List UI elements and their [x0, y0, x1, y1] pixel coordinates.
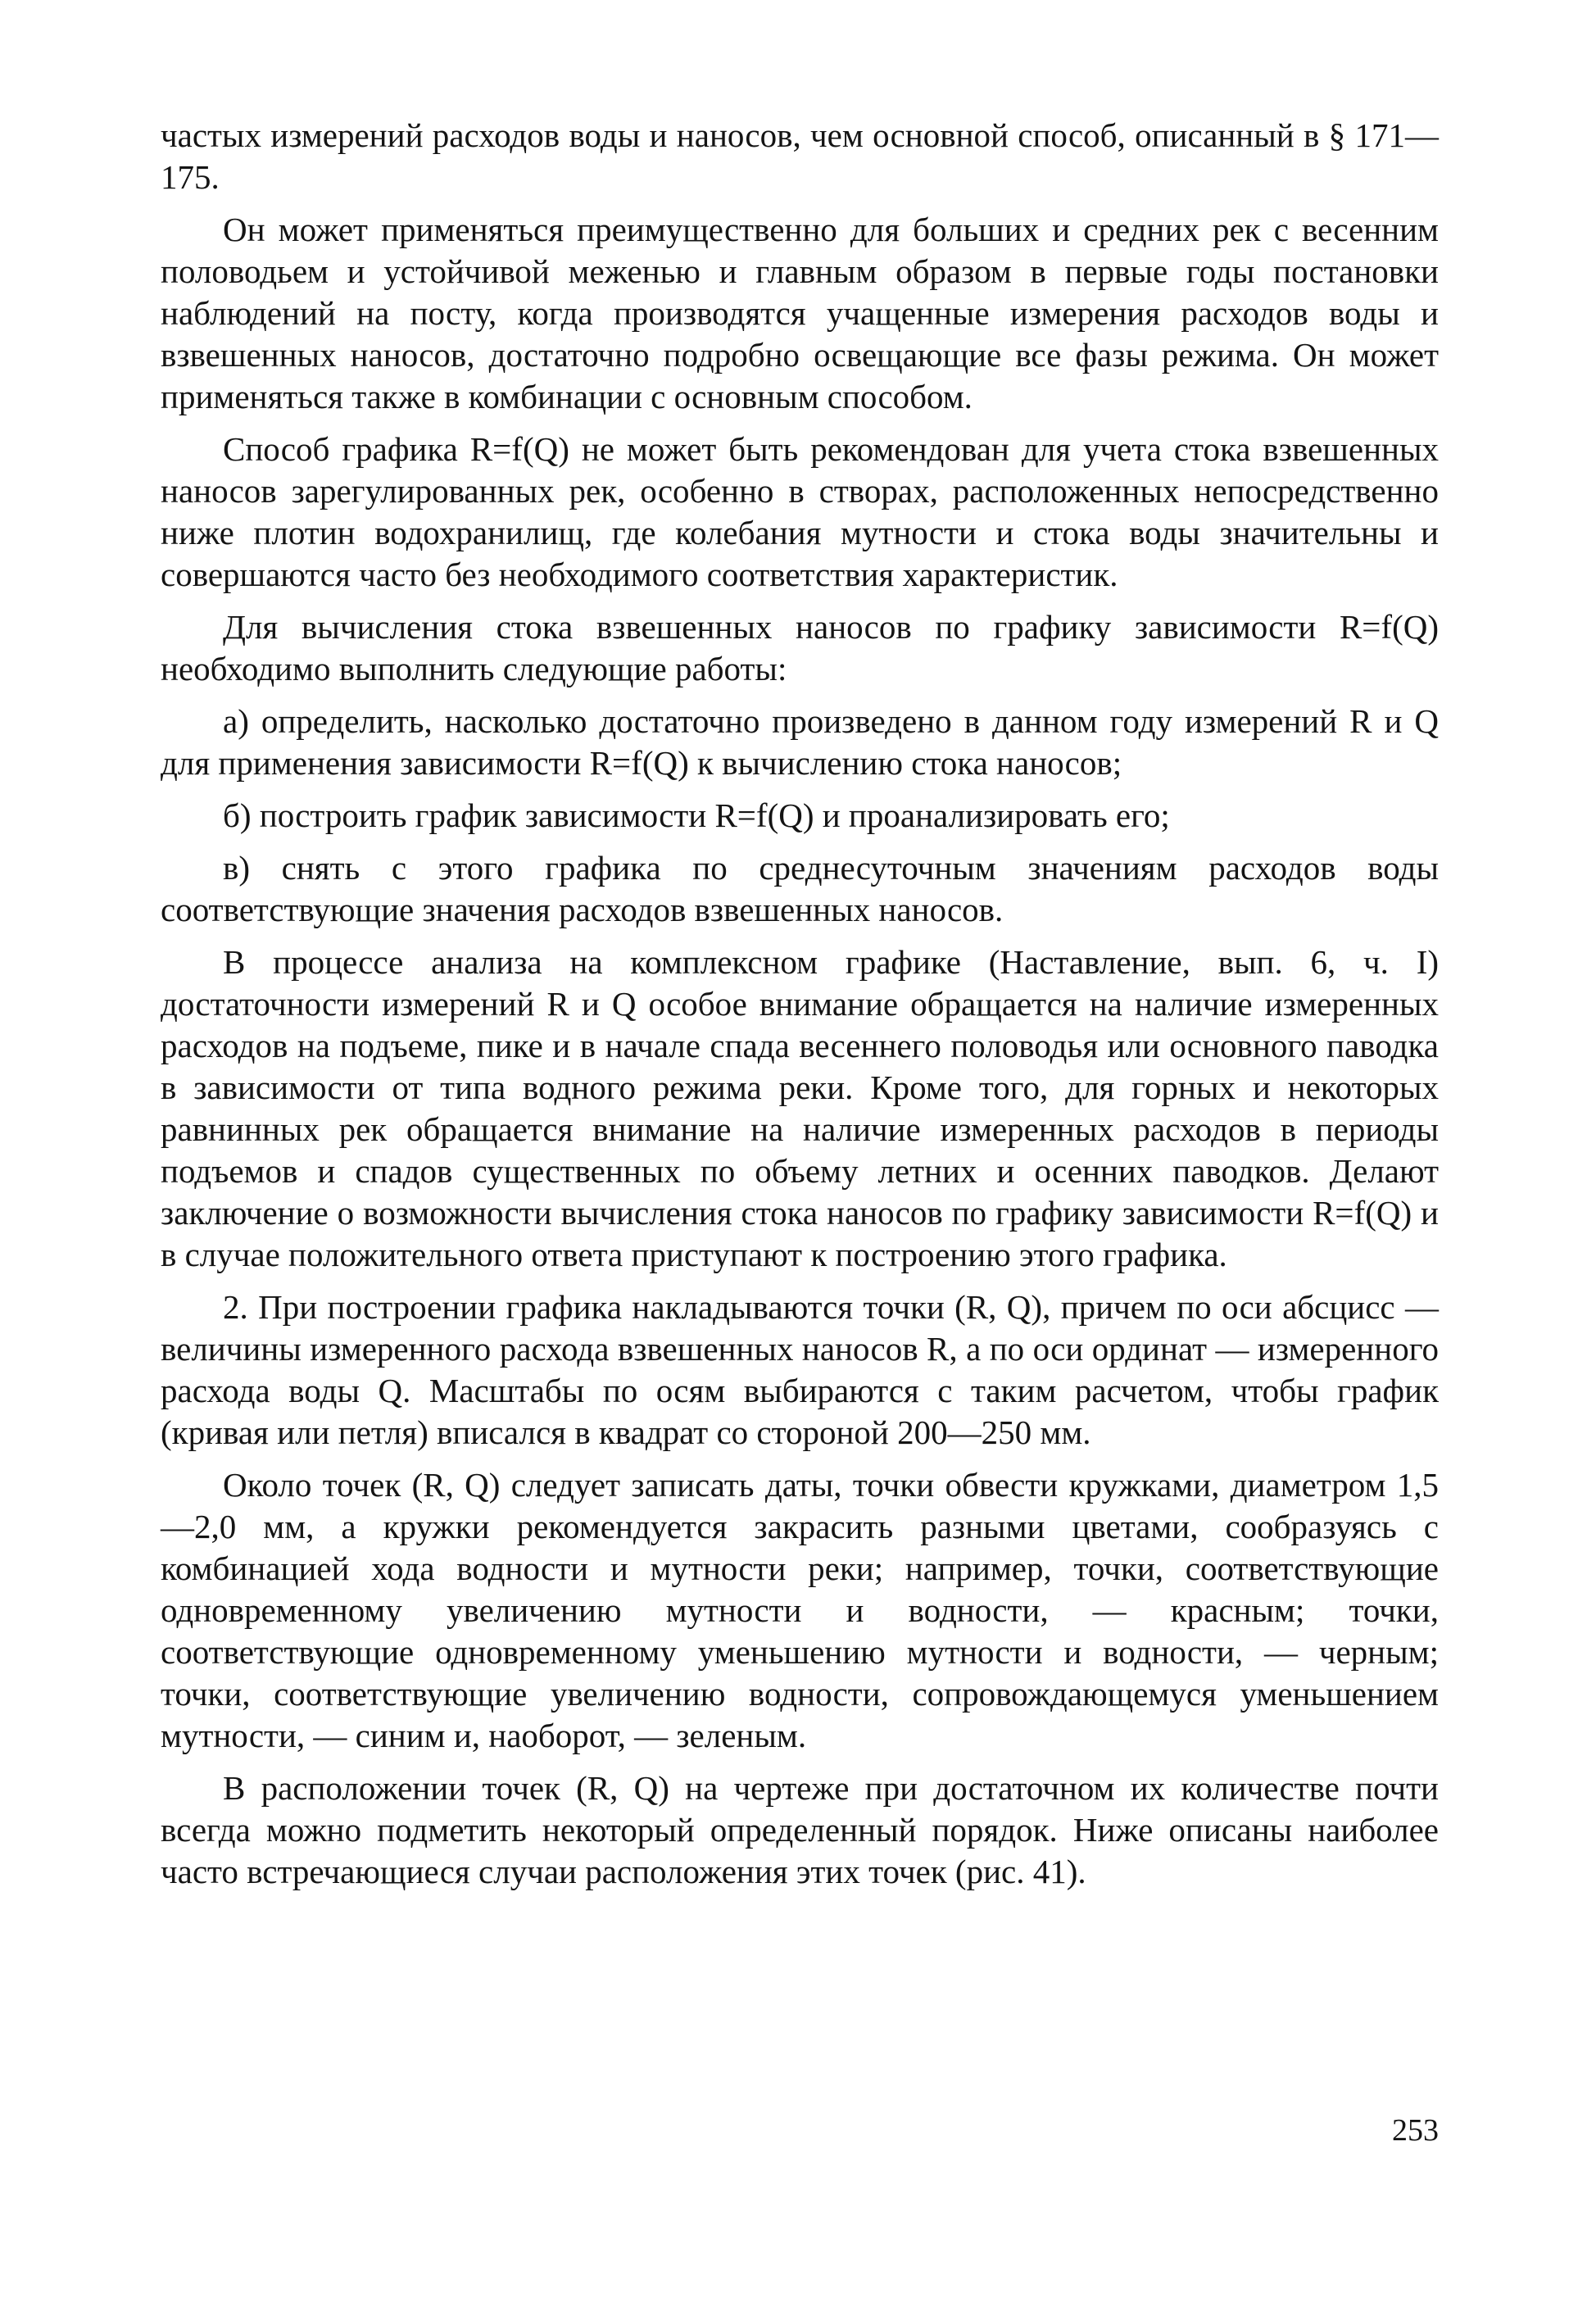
list-item-a: а) определить, насколько достаточно произведено в данном году измерений R и Q для применения зависимости R=f(Q) к вычислению стока наносов; [161, 702, 1439, 782]
page-number: 253 [1392, 2113, 1439, 2148]
paragraph: Около точек (R, Q) следует записать даты, точки обвести кружками, диаметром 1,5—2,0 мм, а кружки рекомендуется закрасить разными цветами, сообразуясь с комбинацией хода водности и мутности реки; например, точки, соответствующие одновременному увеличению мутности и водности, — красным; точки, соответствующие одновременному уменьшению мутности и водности, — черным; точки, соответствующие увеличению водности, сопровождающемуся уменьшением мутности, — синим и, наоборот, — зеленым. [161, 1466, 1439, 1754]
paragraph: Способ графика R=f(Q) не может быть рекомендован для учета стока взвешенных наносов зарегулированных рек, особенно в створах, расположенных непосредственно ниже плотин водохранилищ, где колебания мутности и стока воды значительны и совершаются часто без необходимого соответствия характеристик. [161, 430, 1439, 593]
paragraph: 2. При построении графика накладываются точки (R, Q), причем по оси абсцисс — величины измеренного расхода взвешенных наносов R, а по оси ординат — измеренного расхода воды Q. Масштабы по осям выбираются с таким расчетом, чтобы график (кривая или петля) вписался в квадрат со стороной 200—250 мм. [161, 1288, 1439, 1451]
paragraph: В расположении точек (R, Q) на чертеже при достаточном их количестве почти всегда можно подметить некоторый определенный порядок. Ниже описаны наиболее часто встречающиеся случаи расположения этих точек (рис. 41). [161, 1769, 1439, 1890]
paragraph-continuation: частых измерений расходов воды и наносов, чем основной способ, описанный в § 171—175. [161, 116, 1439, 196]
list-item-c: в) снять с этого графика по среднесуточным значениям расходов воды соответствующие значения расходов взвешенных наносов. [161, 849, 1439, 928]
paragraph: В процессе анализа на комплексном графике (Наставление, вып. 6, ч. I) достаточности измерений R и Q особое внимание обращается на наличие измеренных расходов на подъеме, пике и в начале спада весеннего половодья или основного паводка в зависимости от типа водного режима реки. Кроме того, для горных и некоторых равнинных рек обращается внимание на наличие измеренных расходов в периоды подъемов и спадов существенных по объему летних и осенних паводков. Делают заключение о возможности вычисления стока наносов по графику зависимости R=f(Q) и в случае положительного ответа приступают к построению этого графика. [161, 943, 1439, 1273]
list-item-b: б) построить график зависимости R=f(Q) и проанализировать его; [223, 796, 1170, 834]
book-page [161, 115, 1439, 2278]
paragraph: Для вычисления стока взвешенных наносов по графику зависимости R=f(Q) необходимо выполнить следующие работы: [161, 608, 1439, 687]
paragraph: Он может применяться преимущественно для больших и средних рек с весенним половодьем и устойчивой меженью и главным образом в первые годы постановки наблюдений на посту, когда производятся учащенные измерения расходов воды и взвешенных наносов, достаточно подробно освещающие все фазы режима. Он может применяться также в комбинации с основным способом. [161, 211, 1439, 415]
